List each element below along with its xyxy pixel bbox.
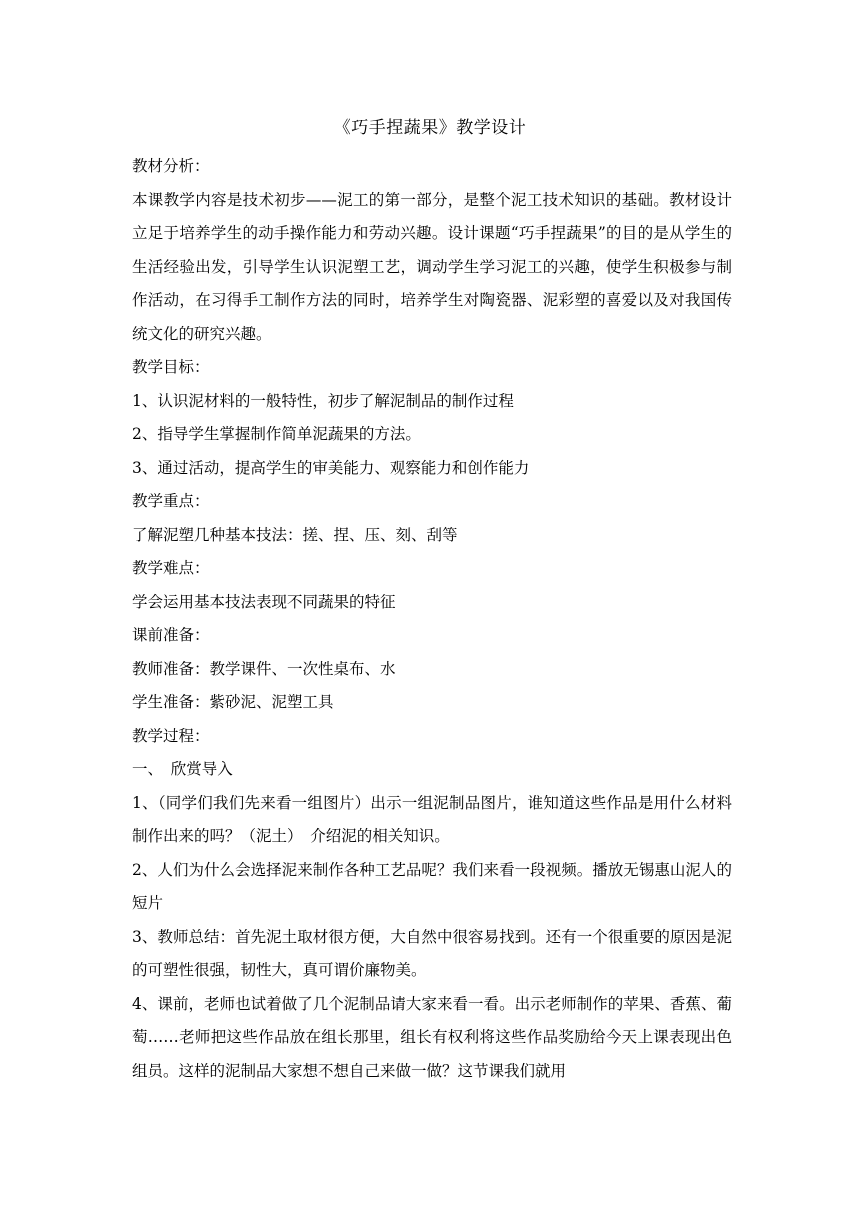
paragraph-key-points: 了解泥塑几种基本技法：搓、捏、压、刻、刮等	[132, 525, 458, 544]
section-heading-teaching-goals: 教学目标：	[132, 358, 210, 376]
section-heading-material-analysis: 教材分析：	[132, 157, 210, 175]
goal-item-2: 2、指导学生掌握制作简单泥蔬果的方法。	[132, 425, 421, 443]
section-heading-key-points: 教学重点：	[132, 492, 210, 510]
process-step-heading-1: 一、 欣赏导入	[132, 760, 233, 778]
process-item-4: 4、课前，老师也试着做了几个泥制品请大家来看一看。出示老师制作的苹果、香蕉、葡萄……老师把这些作品放在组长那里，组长有权利将这些作品奖励给今天上课表现出色组员。这样的泥制品大家想不想自己来做一做？这节课我们就用	[132, 994, 732, 1080]
process-item-3: 3、教师总结：首先泥土取材很方便，大自然中很容易找到。还有一个很重要的原因是泥的可塑性很强，韧性大，真可谓价廉物美。	[132, 927, 732, 979]
paragraph-difficulties: 学会运用基本技法表现不同蔬果的特征	[132, 592, 396, 611]
paragraph-material-analysis: 本课教学内容是技术初步——泥工的第一部分，是整个泥工技术知识的基础。教材设计立足于培养学生的动手操作能力和劳动兴趣。设计课题“巧手捏蔬果”的目的是从学生的生活经验出发，引导学生认识泥塑工艺，调动学生学习泥工的兴趣，使学生积极参与制作活动，在习得手工制作方法的同时，培养学生对陶瓷器、泥彩塑的喜爱以及对我国传统文化的研究兴趣。	[132, 190, 732, 343]
process-item-1: 1、（同学们我们先来看一组图片）出示一组泥制品图片，谁知道这些作品是用什么材料制作出来的吗？（泥土） 介绍泥的相关知识。	[132, 793, 732, 845]
document-title: 《巧手捏蔬果》教学设计	[333, 118, 527, 138]
goal-item-1: 1、认识泥材料的一般特性，初步了解泥制品的制作过程	[132, 391, 514, 410]
goal-item-3: 3、通过活动，提高学生的审美能力、观察能力和创作能力	[132, 458, 530, 477]
paragraph-student-preparation: 学生准备：紫砂泥、泥塑工具	[132, 693, 334, 711]
section-heading-process: 教学过程：	[132, 726, 210, 745]
section-heading-preparation: 课前准备：	[132, 626, 210, 644]
paragraph-teacher-preparation: 教师准备：教学课件、一次性桌布、水	[132, 659, 396, 678]
document-body	[132, 150, 732, 1088]
section-heading-difficulties: 教学难点：	[132, 559, 210, 577]
process-item-2: 2、人们为什么会选择泥来制作各种工艺品呢？我们来看一段视频。播放无锡惠山泥人的短片	[132, 860, 732, 912]
